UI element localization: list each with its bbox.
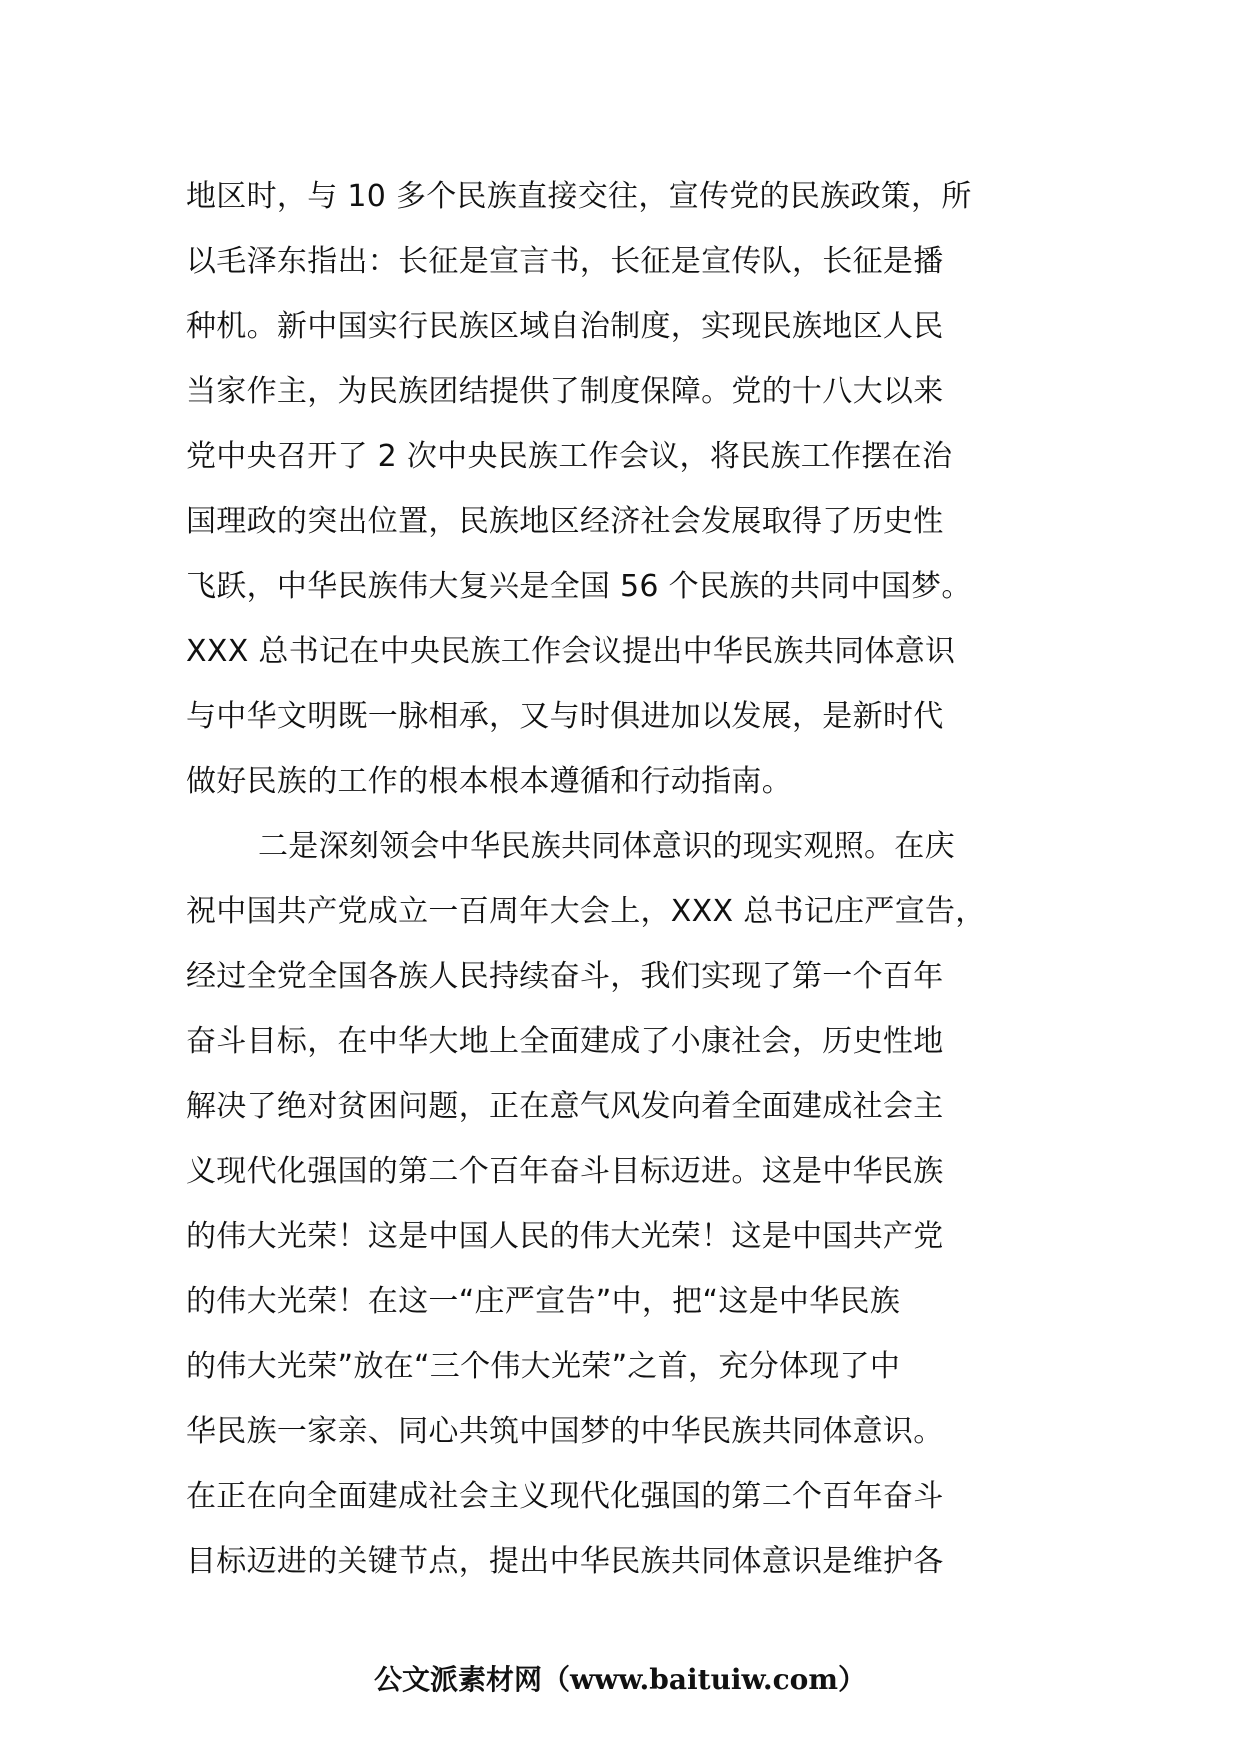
text-line: 飞跃，中华民族伟大复兴是全国 56 个民族的共同中国梦。 <box>186 569 972 604</box>
text-line: 国理政的突出位置，民族地区经济社会发展取得了历史性 <box>186 504 944 539</box>
text-line: 在正在向全面建成社会主义现代化强国的第二个百年奋斗 <box>186 1479 944 1514</box>
text-line: 党中央召开了 2 次中央民族工作会议，将民族工作摆在治 <box>186 439 953 474</box>
paragraph-first-line: 二是深刻领会中华民族共同体意识的现实观照。在庆 <box>258 829 955 864</box>
text-line: 目标迈进的关键节点，提出中华民族共同体意识是维护各 <box>186 1544 944 1579</box>
text-line: XXX 总书记在中央民族工作会议提出中华民族共同体意识 <box>186 634 956 669</box>
text-line: 地区时，与 10 多个民族直接交往，宣传党的民族政策，所 <box>186 179 972 214</box>
body-text <box>186 164 1066 1594</box>
text-line: 祝中国共产党成立一百周年大会上，XXX 总书记庄严宣告， <box>186 894 986 929</box>
text-line: 解决了绝对贫困问题，正在意气风发向着全面建成社会主 <box>186 1089 944 1124</box>
footer-watermark: 公文派素材网（www.baituiw.com） <box>374 1663 866 1696</box>
text-line: 经过全党全国各族人民持续奋斗，我们实现了第一个百年 <box>186 959 944 994</box>
text-line: 做好民族的工作的根本根本遵循和行动指南。 <box>186 764 792 799</box>
text-line: 的伟大光荣”放在“三个伟大光荣”之首，充分体现了中 <box>186 1349 901 1384</box>
text-line: 奋斗目标，在中华大地上全面建成了小康社会，历史性地 <box>186 1024 944 1059</box>
text-line: 的伟大光荣！在这一“庄严宣告”中，把“这是中华民族 <box>186 1284 901 1319</box>
text-line: 以毛泽东指出：长征是宣言书，长征是宣传队，长征是播 <box>186 244 944 279</box>
text-line: 义现代化强国的第二个百年奋斗目标迈进。这是中华民族 <box>186 1154 944 1189</box>
text-line: 的伟大光荣！这是中国人民的伟大光荣！这是中国共产党 <box>186 1219 944 1254</box>
text-line: 华民族一家亲、同心共筑中国梦的中华民族共同体意识。 <box>186 1414 944 1449</box>
text-line: 种机。新中国实行民族区域自治制度，实现民族地区人民 <box>186 309 944 344</box>
text-line: 当家作主，为民族团结提供了制度保障。党的十八大以来 <box>186 374 944 409</box>
text-line: 与中华文明既一脉相承，又与时俱进加以发展，是新时代 <box>186 699 944 734</box>
